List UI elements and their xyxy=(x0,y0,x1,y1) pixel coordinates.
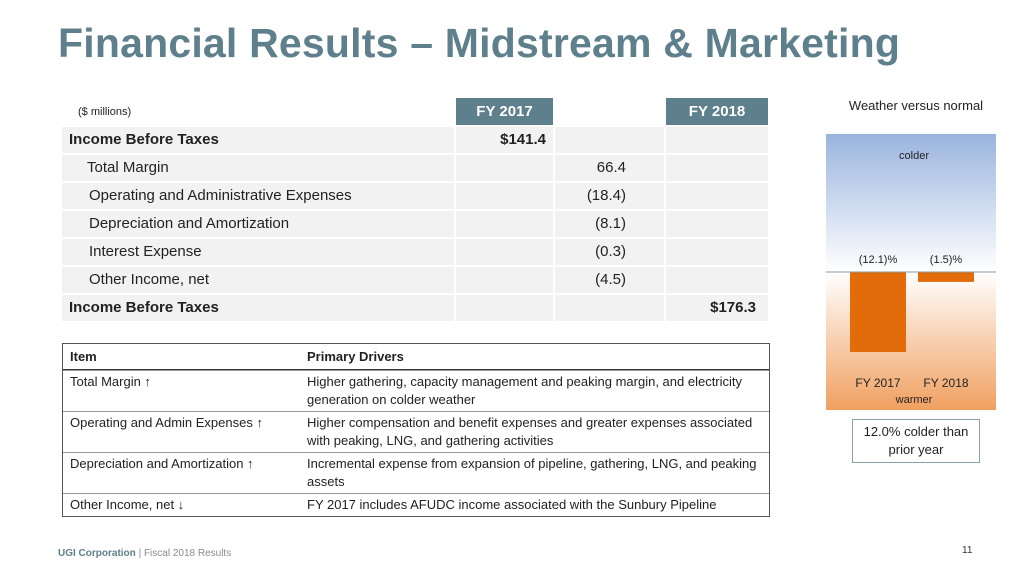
table-row xyxy=(62,183,768,209)
driver-item: Operating and Admin Expenses ↑ xyxy=(70,415,263,430)
table-row xyxy=(62,127,768,153)
page-title: Financial Results – Midstream & Marketing xyxy=(58,20,901,66)
footer-separator: | xyxy=(138,548,142,559)
driver-text: FY 2017 includes AFUDC income associated with the Sunbury Pipeline xyxy=(307,497,717,512)
table-row xyxy=(62,239,768,265)
category-label: FY 2017 xyxy=(855,376,901,390)
table-row xyxy=(62,155,768,181)
driver-text: Higher compensation and benefit expenses and greater expenses associated with peaking, LNG, and gathering activities xyxy=(307,415,753,448)
drivers-table xyxy=(62,343,770,517)
warmer-label: warmer xyxy=(895,394,933,406)
fy2018-value: $176.3 xyxy=(710,299,756,316)
category-label: FY 2018 xyxy=(923,376,969,390)
colder-label: colder xyxy=(899,150,929,162)
bar-fy-2018 xyxy=(918,272,974,282)
change-value: (0.3) xyxy=(595,243,626,260)
data-label: (1.5)% xyxy=(929,254,963,266)
row-label: Operating and Administrative Expenses xyxy=(89,187,352,204)
footer-company: UGI Corporation xyxy=(58,548,136,559)
footer-subtitle: Fiscal 2018 Results xyxy=(143,548,232,559)
data-label: (12.1)% xyxy=(858,254,898,266)
table-row xyxy=(62,295,768,321)
weather-chart xyxy=(826,134,998,410)
table-row xyxy=(63,411,769,452)
row-label: Income Before Taxes xyxy=(69,299,219,316)
change-value: (8.1) xyxy=(595,215,626,232)
page-number: 11 xyxy=(962,545,973,556)
fy2018-header: FY 2018 xyxy=(666,98,768,125)
weather-chart-title: Weather versus normal xyxy=(848,98,984,113)
drivers-header: Primary Drivers xyxy=(307,349,404,364)
driver-item: Depreciation and Amortization ↑ xyxy=(70,456,254,471)
bar-fy-2017 xyxy=(850,272,906,352)
table-row xyxy=(63,370,769,411)
table-row xyxy=(63,493,769,516)
change-value: (4.5) xyxy=(595,271,626,288)
row-label: Depreciation and Amortization xyxy=(89,215,290,232)
table-row xyxy=(62,267,768,293)
footer xyxy=(58,548,231,559)
driver-text: Higher gathering, capacity management and peaking margin, and electricity generation on colder weather xyxy=(307,374,743,407)
fy2017-value: $141.4 xyxy=(500,131,546,148)
table-row xyxy=(63,452,769,493)
driver-text: Incremental expense from expansion of pipeline, gathering, LNG, and peaking assets xyxy=(307,456,757,489)
table-row xyxy=(62,211,768,237)
fy2017-header: FY 2017 xyxy=(456,98,553,125)
change-value: 66.4 xyxy=(596,159,626,176)
item-header: Item xyxy=(70,349,97,364)
units-label: ($ millions) xyxy=(78,106,132,118)
row-label: Other Income, net xyxy=(89,271,210,288)
weather-note: 12.0% colder than prior year xyxy=(852,419,980,463)
row-label: Total Margin xyxy=(87,159,169,176)
change-value: (18.4) xyxy=(586,187,626,204)
driver-item: Other Income, net ↓ xyxy=(70,497,185,512)
row-label: Income Before Taxes xyxy=(69,131,219,148)
driver-item: Total Margin ↑ xyxy=(70,374,151,389)
row-label: Interest Expense xyxy=(89,243,202,260)
table-header-row xyxy=(63,344,769,370)
